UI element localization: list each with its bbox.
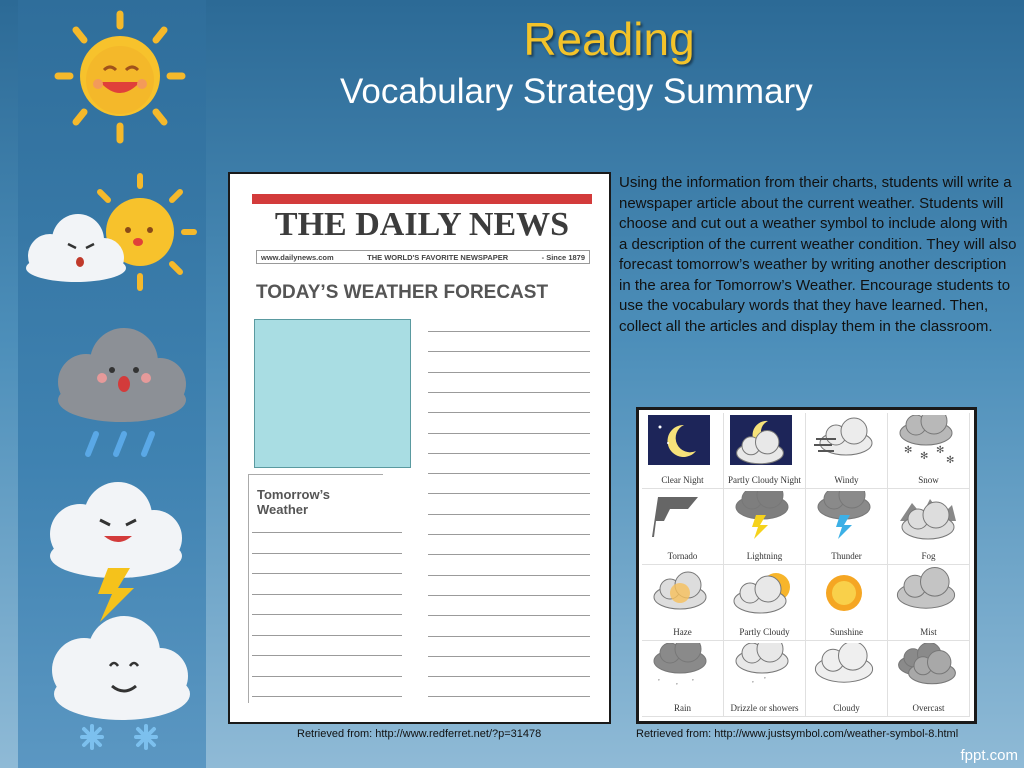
svg-text:✻: ✻ — [920, 451, 929, 462]
newspaper-since: - Since 1879 — [541, 252, 585, 262]
article-line — [428, 412, 590, 413]
moon-icon — [648, 415, 712, 467]
activity-description: Using the information from their charts, students will write a newspaper article about the current weather. Students will choose and cut out a weather symbol to include along with a description of the current weather condition. They will also forecast tomorrow’s weather by writing another description in the area for Tomorrow’s Weather. Encourage students to use the vocabulary words that they have learned. Then, collect all the articles and display them in the classroom. — [619, 174, 1017, 335]
article-line — [428, 595, 590, 596]
drizzle-icon — [730, 643, 794, 695]
weather-symbol-cell — [642, 489, 724, 565]
rain-cloud-icon — [58, 328, 186, 454]
weather-symbol-label: Clear Night — [661, 475, 704, 485]
weather-symbol-cell — [724, 489, 806, 565]
tomorrow-line — [252, 614, 402, 615]
rain-icon — [648, 643, 712, 695]
weather-symbol-label: Mist — [920, 627, 937, 637]
weather-symbol-cell — [806, 489, 888, 565]
article-line — [428, 351, 590, 352]
weather-symbol-label: Partly Cloudy Night — [727, 475, 801, 485]
weather-symbol-chart — [636, 407, 977, 724]
weather-symbol-label: Partly Cloudy — [739, 627, 790, 637]
cloudy-moon-icon — [730, 415, 794, 467]
weather-symbol-cell — [888, 413, 970, 489]
weather-symbol-cell — [888, 565, 970, 641]
article-line — [428, 636, 590, 637]
article-line — [428, 372, 590, 373]
fppt-logo: fppt.com — [960, 747, 1018, 764]
tomorrow-line — [252, 696, 402, 697]
svg-text:✻: ✻ — [904, 445, 913, 456]
weather-symbol-box — [254, 319, 411, 468]
lightning-icon — [730, 491, 794, 543]
weather-symbol-label: Overcast — [912, 703, 945, 713]
article-line — [428, 331, 590, 332]
forecast-heading: TODAY’S WEATHER FORECAST — [256, 282, 549, 303]
weather-symbol-cell — [724, 565, 806, 641]
article-line — [428, 656, 590, 657]
lightning-cloud-icon — [50, 482, 182, 622]
weather-symbol-label: Fog — [921, 551, 936, 561]
tomorrow-line — [252, 573, 402, 574]
svg-text:’: ’ — [658, 678, 660, 687]
article-line — [428, 696, 590, 697]
weather-symbol-cell — [806, 565, 888, 641]
tomorrow-line — [252, 532, 402, 533]
svg-text:’: ’ — [752, 680, 754, 689]
svg-text:’: ’ — [692, 678, 694, 687]
slide-subtitle: Vocabulary Strategy Summary — [340, 72, 813, 111]
article-line — [428, 493, 590, 494]
article-line — [428, 554, 590, 555]
weather-symbol-label: Cloudy — [833, 703, 860, 713]
article-line — [428, 514, 590, 515]
weather-symbol-grid — [642, 413, 970, 717]
weather-symbol-label: Sunshine — [829, 627, 863, 637]
article-line — [428, 473, 590, 474]
tomorrow-line — [252, 553, 402, 554]
masthead-bar — [252, 194, 592, 204]
mist-icon — [894, 567, 958, 619]
weather-symbol-cell — [642, 641, 724, 717]
weather-symbol-label: Thunder — [831, 551, 862, 561]
weather-symbol-label: Snow — [918, 475, 939, 485]
wind-icon — [812, 415, 876, 467]
weather-symbol-label: Lightning — [746, 551, 783, 561]
tornado-icon — [648, 491, 712, 543]
tomorrow-line — [252, 635, 402, 636]
haze-icon — [648, 567, 712, 619]
snow-icon — [894, 415, 958, 467]
svg-text:’: ’ — [676, 682, 678, 691]
weather-symbol-label: Windy — [834, 475, 859, 485]
weather-symbol-label: Haze — [673, 627, 692, 637]
weather-symbol-cell — [724, 413, 806, 489]
article-line — [428, 676, 590, 677]
tomorrow-weather-box — [248, 474, 383, 703]
tomorrow-line — [252, 676, 402, 677]
newspaper-info-strip — [256, 250, 590, 264]
svg-text:✻: ✻ — [946, 455, 955, 466]
article-line — [428, 615, 590, 616]
article-line — [428, 433, 590, 434]
tomorrow-line — [252, 594, 402, 595]
weather-symbol-cell — [806, 413, 888, 489]
snow-cloud-icon — [52, 616, 190, 748]
symbols-credit: Retrieved from: http://www.justsymbol.com/weather-symbol-8.html — [636, 728, 959, 740]
weather-symbol-label: Drizzle or showers — [730, 703, 799, 713]
weather-symbol-cell — [806, 641, 888, 717]
weather-symbol-cell — [888, 641, 970, 717]
svg-text:✻: ✻ — [936, 445, 945, 456]
weather-symbol-label: Rain — [674, 703, 691, 713]
slide-title: Reading — [523, 13, 695, 65]
sun-icon — [812, 567, 876, 619]
weather-symbol-cell — [888, 489, 970, 565]
weather-symbol-label: Tornado — [667, 551, 698, 561]
newspaper-website: www.dailynews.com — [261, 252, 334, 262]
weather-symbol-cell — [642, 565, 724, 641]
sun-cloud-icon — [26, 176, 194, 288]
newspaper-name: THE DAILY NEWS — [274, 206, 570, 243]
tomorrow-weather-heading: Tomorrow’s Weather — [257, 487, 330, 517]
article-line — [428, 392, 590, 393]
article-line — [428, 534, 590, 535]
article-line — [428, 575, 590, 576]
cloud-icon — [812, 643, 876, 695]
newspaper-tagline: THE WORLD'S FAVORITE NEWSPAPER — [367, 252, 509, 262]
weather-symbol-cell — [642, 413, 724, 489]
thunder-icon — [812, 491, 876, 543]
fog-icon — [894, 491, 958, 543]
tomorrow-line — [252, 655, 402, 656]
svg-text:’: ’ — [764, 676, 766, 685]
newspaper-credit: Retrieved from: http://www.redferret.net/?p=31478 — [297, 728, 542, 740]
weather-symbol-cell — [724, 641, 806, 717]
article-line — [428, 453, 590, 454]
overcast-icon — [894, 643, 958, 695]
weather-illustrations — [0, 0, 210, 768]
newspaper-template — [228, 172, 611, 724]
partly-cloudy-icon — [730, 567, 794, 619]
